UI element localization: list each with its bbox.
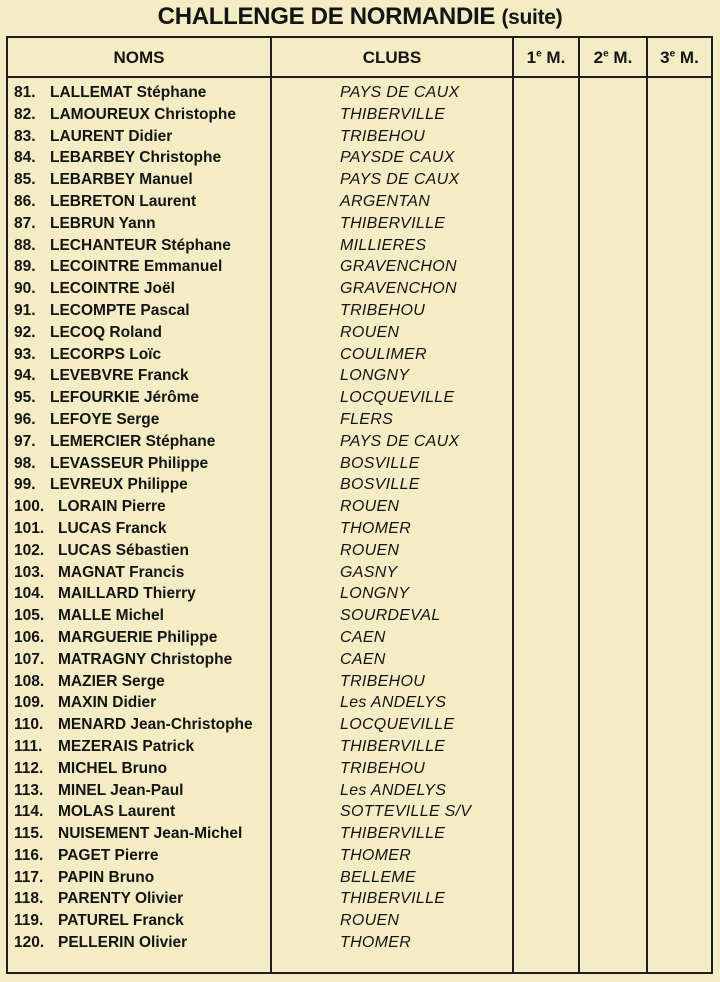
competitor-name: MINEL Jean-Paul — [58, 781, 184, 799]
table-row — [8, 300, 711, 322]
club-name: GRAVENCHON — [340, 280, 457, 298]
table-row — [8, 867, 711, 889]
rank-number: 100. — [14, 498, 45, 516]
club-name: COULIMER — [340, 345, 427, 363]
title-main: CHALLENGE DE NORMANDIE — [157, 3, 496, 30]
rank-number: 110. — [14, 716, 44, 734]
table-row — [8, 780, 711, 802]
competitor-name: LUCAS Franck — [58, 519, 167, 537]
table-row — [8, 801, 711, 823]
rank-number: 92. — [14, 323, 36, 341]
rank-number: 93. — [14, 345, 36, 363]
table-row — [8, 736, 711, 758]
club-name: THIBERVILLE — [340, 737, 446, 755]
rank-number: 119. — [14, 912, 44, 930]
rank-number: 106. — [14, 628, 45, 646]
rank-number: 109. — [14, 694, 45, 712]
rank-number: 88. — [14, 236, 36, 254]
table-row — [8, 845, 711, 867]
table-row — [8, 671, 711, 693]
competitor-name: PATUREL Franck — [58, 912, 184, 930]
rank-number: 113. — [14, 781, 44, 799]
rank-number: 97. — [14, 432, 36, 450]
club-name: PAYSDE CAUX — [340, 149, 455, 167]
header-m2: 2e M. — [580, 38, 648, 76]
rank-number: 82. — [14, 105, 36, 123]
club-name: Les ANDELYS — [340, 781, 447, 799]
table-row — [8, 387, 711, 409]
rank-number: 105. — [14, 607, 45, 625]
table-row — [8, 191, 711, 213]
competitor-name: MEZERAIS Patrick — [58, 737, 195, 755]
club-name: SOTTEVILLE S/V — [340, 803, 472, 821]
club-name: FLERS — [340, 410, 394, 428]
competitor-name: LEBARBEY Manuel — [50, 171, 193, 189]
rank-number: 98. — [14, 454, 36, 472]
competitor-name: LAURENT Didier — [50, 127, 173, 145]
table-row — [8, 605, 711, 627]
club-name: TRIBEHOU — [340, 672, 426, 690]
club-name: SOURDEVAL — [340, 607, 441, 625]
club-name: TRIBEHOU — [340, 127, 426, 145]
competitor-name: LEMERCIER Stéphane — [50, 432, 216, 450]
competitor-name: LEFOURKIE Jérôme — [50, 389, 200, 407]
page-title — [0, 0, 720, 36]
title-suffix: (suite) — [501, 6, 563, 29]
club-name: CAEN — [340, 650, 386, 668]
rank-number: 99. — [14, 476, 36, 494]
table-row — [8, 562, 711, 584]
rank-number: 91. — [14, 301, 36, 319]
club-name: PAYS DE CAUX — [340, 432, 460, 450]
rank-number: 103. — [14, 563, 45, 581]
rank-number: 111. — [14, 737, 43, 755]
rank-number: 95. — [14, 389, 36, 407]
club-name: ARGENTAN — [340, 192, 431, 210]
table-row — [8, 278, 711, 300]
competitor-name: MAZIER Serge — [58, 672, 165, 690]
competitor-name: NUISEMENT Jean-Michel — [58, 825, 243, 843]
competitor-name: LECOMPTE Pascal — [50, 301, 190, 319]
competitor-name: LECORPS Loïc — [50, 345, 162, 363]
club-name: LOCQUEVILLE — [340, 716, 455, 734]
table-body — [8, 82, 711, 954]
header-noms: NOMS — [8, 38, 272, 76]
rank-number: 85. — [14, 171, 36, 189]
club-name: LONGNY — [340, 585, 410, 603]
club-name: THOMER — [340, 846, 412, 864]
header-clubs: CLUBS — [272, 38, 514, 76]
club-name: BOSVILLE — [340, 476, 420, 494]
rank-number: 116. — [14, 846, 44, 864]
competitor-name: LEBARBEY Christophe — [50, 149, 222, 167]
club-name: TRIBEHOU — [340, 759, 426, 777]
competitor-name: MATRAGNY Christophe — [58, 650, 233, 668]
competitor-name: PELLERIN Olivier — [58, 934, 188, 952]
rank-number: 94. — [14, 367, 36, 385]
table-row — [8, 583, 711, 605]
rank-number: 115. — [14, 825, 44, 843]
table-row — [8, 823, 711, 845]
club-name: BELLEME — [340, 868, 416, 886]
table-row — [8, 540, 711, 562]
table-row — [8, 82, 711, 104]
club-name: ROUEN — [340, 541, 400, 559]
club-name: LONGNY — [340, 367, 410, 385]
club-name: THOMER — [340, 519, 412, 537]
table-row — [8, 932, 711, 954]
competitor-name: LEFOYE Serge — [50, 410, 160, 428]
table-row — [8, 692, 711, 714]
competitor-name: MENARD Jean-Christophe — [58, 716, 253, 734]
table-row — [8, 758, 711, 780]
club-name: CAEN — [340, 628, 386, 646]
table-row — [8, 104, 711, 126]
competitor-name: LAMOUREUX Christophe — [50, 105, 236, 123]
competitor-name: LEVREUX Philippe — [50, 476, 188, 494]
competitor-name: MALLE Michel — [58, 607, 164, 625]
club-name: BOSVILLE — [340, 454, 420, 472]
competitor-name: LALLEMAT Stéphane — [50, 84, 207, 101]
competitor-name: MAXIN Didier — [58, 694, 157, 712]
competitor-name: LEBRETON Laurent — [50, 192, 197, 210]
competitor-name: LEVEBVRE Franck — [50, 367, 189, 385]
table-row — [8, 147, 711, 169]
rank-number: 84. — [14, 149, 36, 167]
table-row — [8, 365, 711, 387]
rank-number: 112. — [14, 759, 44, 777]
rank-number: 89. — [14, 258, 36, 276]
table-row — [8, 474, 711, 496]
rank-number: 87. — [14, 214, 36, 232]
club-name: THIBERVILLE — [340, 825, 446, 843]
competitor-name: LECOINTRE Emmanuel — [50, 258, 223, 276]
table-header — [8, 38, 711, 78]
table-row — [8, 496, 711, 518]
club-name: ROUEN — [340, 323, 400, 341]
rank-number: 107. — [14, 650, 45, 668]
competitor-name: MOLAS Laurent — [58, 803, 176, 821]
competitor-name: LECHANTEUR Stéphane — [50, 236, 231, 254]
club-name: PAYS DE CAUX — [340, 171, 460, 189]
competitor-name: PARENTY Olivier — [58, 890, 184, 908]
table-row — [8, 714, 711, 736]
rank-number: 104. — [14, 585, 45, 603]
rank-number: 81. — [14, 84, 36, 101]
competitor-name: LEBRUN Yann — [50, 214, 156, 232]
rank-number: 114. — [14, 803, 44, 821]
table-row — [8, 169, 711, 191]
table-row — [8, 256, 711, 278]
club-name: THIBERVILLE — [340, 890, 446, 908]
table-row — [8, 649, 711, 671]
competitor-name: PAGET Pierre — [58, 846, 159, 864]
competitor-name: MICHEL Bruno — [58, 759, 168, 777]
club-name: GASNY — [340, 563, 398, 581]
competitor-name: LECOINTRE Joël — [50, 280, 175, 298]
club-name: LOCQUEVILLE — [340, 389, 455, 407]
rank-number: 86. — [14, 192, 36, 210]
rank-number: 120. — [14, 934, 45, 952]
club-name: Les ANDELYS — [340, 694, 447, 712]
rank-number: 117. — [14, 868, 44, 886]
rank-number: 90. — [14, 280, 36, 298]
club-name: THIBERVILLE — [340, 214, 446, 232]
rank-number: 96. — [14, 410, 36, 428]
table-row — [8, 627, 711, 649]
table-row — [8, 344, 711, 366]
table-row — [8, 910, 711, 932]
competitor-name: MAILLARD Thierry — [58, 585, 196, 603]
table-row — [8, 518, 711, 540]
competitor-name: LUCAS Sébastien — [58, 541, 189, 559]
rank-number: 102. — [14, 541, 45, 559]
club-name: MILLIERES — [340, 236, 427, 254]
competitor-name: MAGNAT Francis — [58, 563, 185, 581]
results-table — [6, 36, 713, 974]
club-name: TRIBEHOU — [340, 301, 426, 319]
rank-number: 101. — [14, 519, 45, 537]
club-name: THIBERVILLE — [340, 105, 446, 123]
table-row — [8, 431, 711, 453]
header-m3: 3e M. — [660, 48, 699, 67]
rank-number: 83. — [14, 127, 36, 145]
club-name: ROUEN — [340, 912, 400, 930]
competitor-name: PAPIN Bruno — [58, 868, 155, 886]
table-row — [8, 235, 711, 257]
competitor-name: MARGUERIE Philippe — [58, 628, 218, 646]
competitor-name: LECOQ Roland — [50, 323, 162, 341]
club-name: THOMER — [340, 934, 412, 952]
club-name: PAYS DE CAUX — [340, 84, 460, 101]
table-row — [8, 409, 711, 431]
club-name: GRAVENCHON — [340, 258, 457, 276]
table-row — [8, 126, 711, 148]
competitor-name: LEVASSEUR Philippe — [50, 454, 209, 472]
competitor-name: LORAIN Pierre — [58, 498, 166, 516]
table-row — [8, 888, 711, 910]
header-m1: 1e M. — [514, 38, 580, 76]
table-row — [8, 322, 711, 344]
rank-number: 118. — [14, 890, 44, 908]
club-name: ROUEN — [340, 498, 400, 516]
rank-number: 108. — [14, 672, 45, 690]
table-row — [8, 453, 711, 475]
table-row — [8, 213, 711, 235]
